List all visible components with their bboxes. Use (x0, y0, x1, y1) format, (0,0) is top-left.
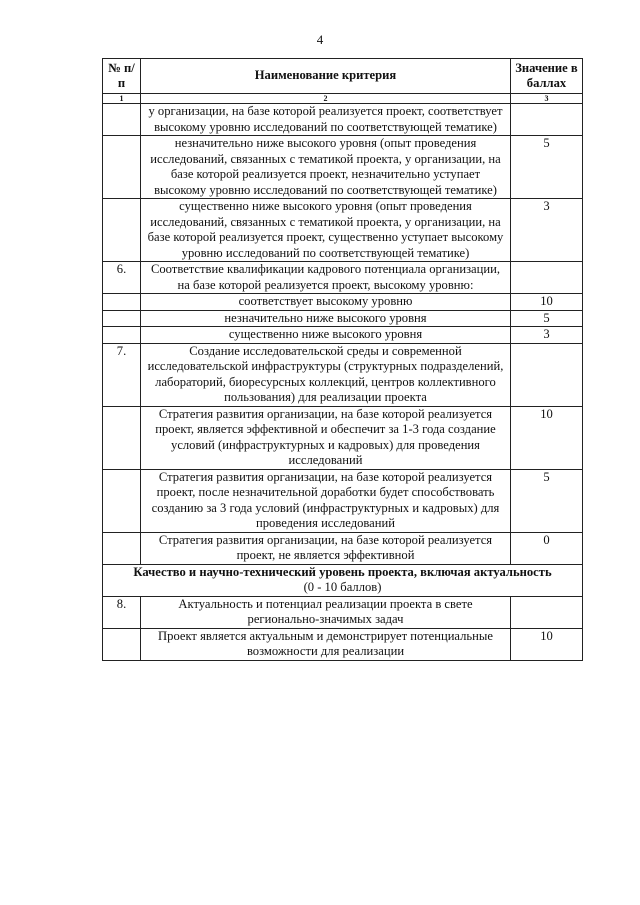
table-row (103, 596, 583, 628)
criterion-score: 5 (511, 136, 583, 199)
criterion-text: Проект является актуальным и демонстрирует потенциальные возможности для реализации (141, 628, 511, 660)
table-row (103, 406, 583, 469)
column-index: 2 (141, 94, 511, 104)
table-row (103, 343, 583, 406)
row-number: 6. (103, 262, 141, 294)
criterion-score: 10 (511, 294, 583, 311)
row-number (103, 199, 141, 262)
table-row (103, 136, 583, 199)
criterion-text: Соответствие квалификации кадрового потенциала организации, на базе которой реализуется проект, высокому уровню: (141, 262, 511, 294)
criterion-text: соответствует высокому уровню (141, 294, 511, 311)
section-range: (0 - 10 баллов) (303, 580, 382, 594)
criterion-score: 5 (511, 310, 583, 327)
row-number: 8. (103, 596, 141, 628)
criterion-text: незначительно ниже высокого уровня (опыт проведения исследований, связанных с тематикой проекта, у организации, на базе которой реализуется проект, незначительно уступает высокому уровню исследований по соответствующей тематике) (141, 136, 511, 199)
row-number (103, 406, 141, 469)
table-row (103, 310, 583, 327)
section-title: Качество и научно-технический уровень проекта, включая актуальность (133, 564, 552, 579)
row-number (103, 628, 141, 660)
table-row (103, 532, 583, 564)
row-number (103, 327, 141, 344)
section-heading (103, 564, 583, 596)
row-number: 7. (103, 343, 141, 406)
row-number (103, 532, 141, 564)
criterion-score: 5 (511, 469, 583, 532)
criterion-text: Стратегия развития организации, на базе которой реализуется проект, после незначительной доработки будет способствовать созданию за 3 года условий (инфраструктурных и кадровых) для проведения исследований (141, 469, 511, 532)
criterion-text: существенно ниже высокого уровня (опыт проведения исследований, связанных с тематикой проекта, у организации, на базе которой реализуется проект, существенно уступает высокому уровню исследований по соответствующей тематике) (141, 199, 511, 262)
page-number: 4 (316, 32, 324, 47)
criterion-score: 3 (511, 327, 583, 344)
table-row (103, 262, 583, 294)
criterion-text: Актуальность и потенциал реализации проекта в свете регионально-значимых задач (141, 596, 511, 628)
row-number (103, 310, 141, 327)
table-row (103, 199, 583, 262)
header-num: № п/п (103, 59, 141, 94)
row-number (103, 294, 141, 311)
criterion-score: 0 (511, 532, 583, 564)
table-row (103, 294, 583, 311)
section-row (103, 564, 583, 596)
criterion-text: у организации, на базе которой реализуется проект, соответствует высокому уровню исследований по соответствующей тематике) (141, 104, 511, 136)
criterion-text: Стратегия развития организации, на базе которой реализуется проект, является эффективной и обеспечит за 1-3 года создание условий (инфраструктурных и кадровых) для проведения исследований (141, 406, 511, 469)
table-row (103, 469, 583, 532)
criterion-score (511, 343, 583, 406)
criterion-text: существенно ниже высокого уровня (141, 327, 511, 344)
row-number (103, 104, 141, 136)
table-header-row (103, 59, 583, 94)
table-row (103, 628, 583, 660)
criterion-score: 3 (511, 199, 583, 262)
criterion-score: 10 (511, 406, 583, 469)
header-value: Значение в баллах (511, 59, 583, 94)
criterion-text: Стратегия развития организации, на базе которой реализуется проект, не является эффективной (141, 532, 511, 564)
criteria-rows (103, 104, 583, 661)
criterion-text: незначительно ниже высокого уровня (141, 310, 511, 327)
table-row (103, 327, 583, 344)
column-index: 1 (103, 94, 141, 104)
table-row (103, 104, 583, 136)
criterion-score: 10 (511, 628, 583, 660)
column-index: 3 (511, 94, 583, 104)
header-name: Наименование критерия (141, 59, 511, 94)
criterion-score (511, 104, 583, 136)
row-number (103, 136, 141, 199)
criterion-score (511, 262, 583, 294)
row-number (103, 469, 141, 532)
criterion-text: Создание исследовательской среды и современной исследовательской инфраструктуры (структурных подразделений, лабораторий, биоресурсных коллекций, центров коллективного пользования) для реализации проекта (141, 343, 511, 406)
criterion-score (511, 596, 583, 628)
column-index-row (103, 94, 583, 104)
criteria-table (102, 58, 583, 661)
